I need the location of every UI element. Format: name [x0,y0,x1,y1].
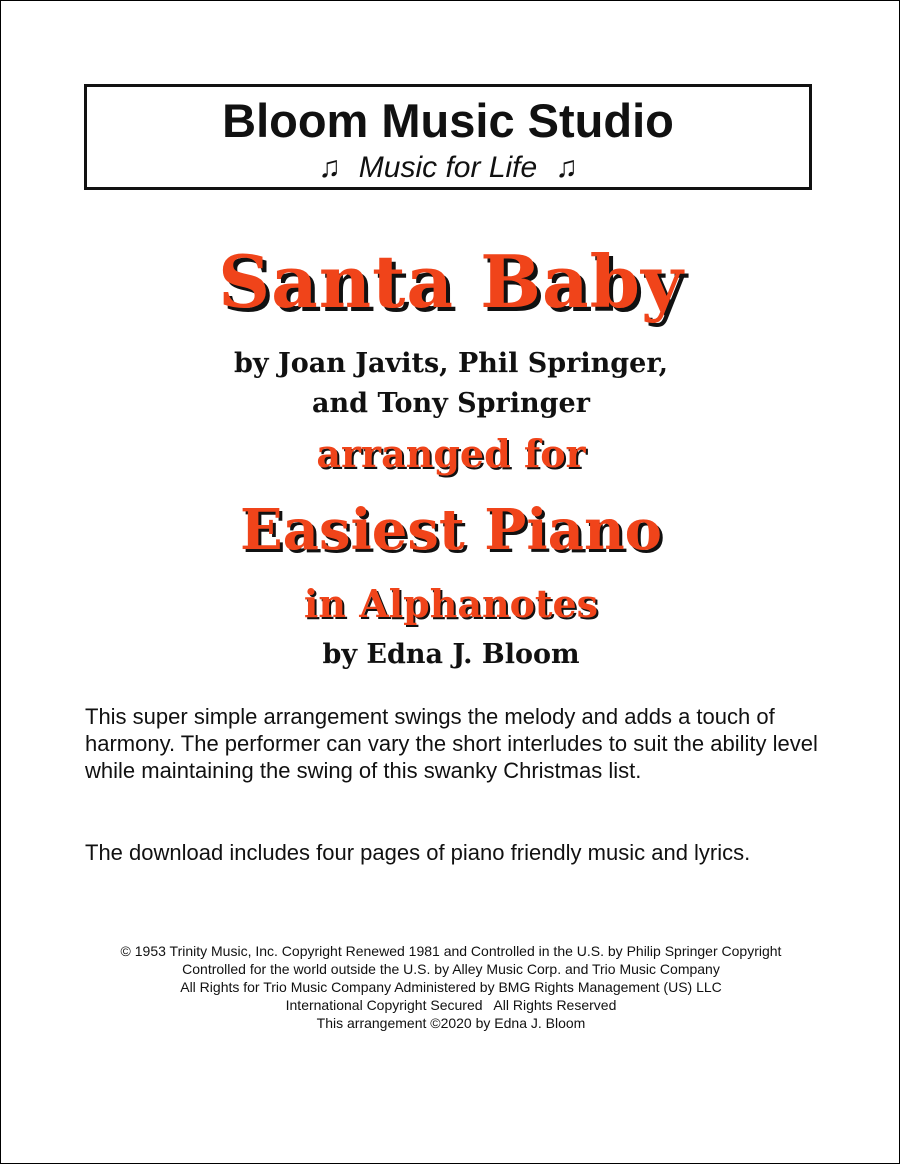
copyright-line: International Copyright Secured All Rights Reserved [285,997,617,1013]
studio-name: Bloom Music Studio [222,94,674,147]
studio-header-box [84,84,812,190]
download-note: The download includes four pages of piano friendly music and lyrics. [85,840,751,865]
copyright-line: © 1953 Trinity Music, Inc. Copyright Renewed 1981 and Controlled in the U.S. by Philip Springer Copyright [120,943,782,959]
song-title: Santa Baby [218,239,684,324]
music-note-icon: ♫ [555,151,578,184]
copyright-notice [61,942,841,1032]
copyright-line: All Rights for Trio Music Company Administered by BMG Rights Management (US) LLC [180,979,722,995]
copyright-line: This arrangement ©2020 by Edna J. Bloom [316,1015,586,1031]
arrangement-description: This super simple arrangement swings the melody and adds a touch of harmony. The performer can vary the short interludes to suit the ability level while maintaining the swing of this swanky Christmas list. [85,704,818,783]
arranged-for-label: arranged for [316,431,586,476]
authors-line-1: by Joan Javits, Phil Springer, [233,348,669,379]
difficulty-level: Easiest Piano [239,497,663,563]
studio-tagline [87,151,809,185]
copyright-line: Controlled for the world outside the U.S. by Alley Music Corp. and Trio Music Company [182,961,720,977]
tagline-text: Music for Life [358,151,538,184]
music-note-icon: ♫ [318,151,341,184]
arranger-byline: by Edna J. Bloom [322,639,580,670]
authors-line-2: and Tony Springer [312,388,590,419]
notation-style: in Alphanotes [303,581,599,626]
